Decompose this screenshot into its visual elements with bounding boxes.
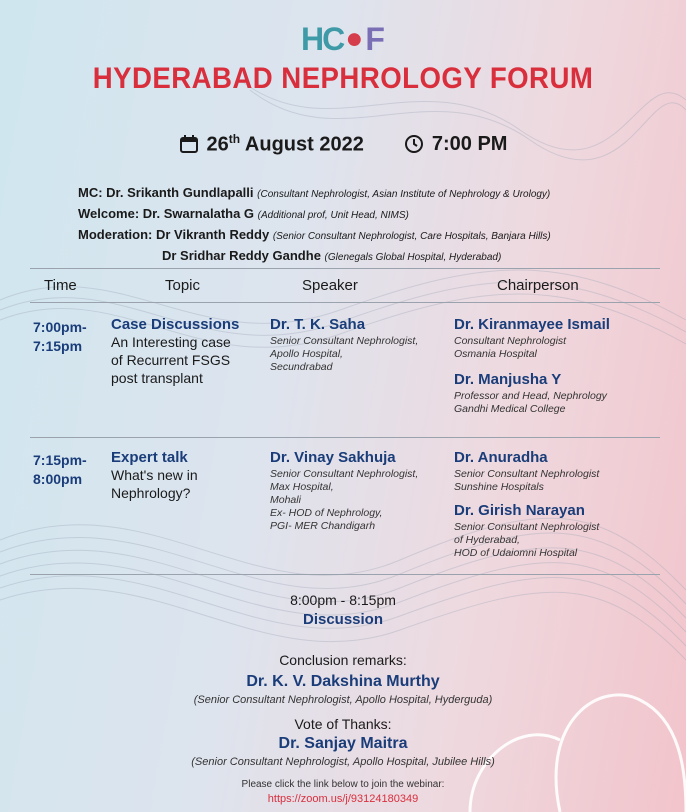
divider — [30, 437, 660, 438]
logo-f: F — [365, 20, 385, 57]
event-time — [404, 133, 508, 156]
role-moderation-2: Dr Sridhar Reddy Gandhe (Glenegals Global Hospital, Hyderabad) — [162, 248, 502, 263]
event-datetime — [0, 132, 686, 157]
header-chairperson: Chairperson — [497, 277, 579, 294]
kidney-icon: ● — [345, 22, 364, 55]
logo-hc: HC — [301, 20, 344, 57]
date-rest: August 2022 — [240, 133, 364, 156]
session-2-speaker: Dr. Vinay Sakhuja Senior Consultant Nephrologist, Max Hospital, Mohali Ex- HOD of Nephrology, PGI- MER Chandigarh — [270, 449, 419, 532]
divider — [30, 268, 660, 269]
clock-icon — [404, 134, 424, 154]
discussion-label: Discussion — [302, 611, 384, 628]
session-1-topic: Case Discussions An Interesting case of Recurrent FSGS post transplant — [111, 316, 240, 386]
webinar-link[interactable]: https://zoom.us/j/93124180349 — [267, 793, 419, 805]
conclusion-note: (Senior Consultant Nephrologist, Apollo Hospital, Hyderguda) — [193, 694, 493, 706]
date-suffix: th — [228, 132, 241, 146]
session-2-chairs: Dr. Anuradha Senior Consultant Nephrologist Sunshine Hospitals Dr. Girish Narayan Senior Consultant Nephrologist of Hyderabad, HOD of Udaiomni Hospital — [454, 449, 600, 559]
thanks-label: Vote of Thanks: — [294, 716, 392, 732]
role-welcome: Welcome: Dr. Swarnalatha G (Additional prof, Unit Head, NIMS) — [78, 206, 409, 221]
divider — [30, 302, 660, 303]
role-mc: MC: Dr. Srikanth Gundlapalli (Consultant Nephrologist, Asian Institute of Nephrology & Urology) — [78, 185, 551, 200]
date-day: 26 — [206, 133, 229, 156]
header-topic: Topic — [165, 277, 201, 294]
page-title: HYDERABAD NEPHROLOGY FORUM — [92, 62, 594, 95]
role-moderation: Moderation: Dr Vikranth Reddy (Senior Consultant Nephrologist, Care Hospitals, Banjara Hills) — [78, 227, 551, 242]
footer-text: Please click the link below to join the webinar: — [241, 779, 445, 790]
conclusion-name: Dr. K. V. Dakshina Murthy — [246, 673, 440, 690]
session-1-chairs: Dr. Kiranmayee Ismail Consultant Nephrologist Osmania Hospital Dr. Manjusha Y Professor and Head, Nephrology Gandhi Medical College — [454, 316, 610, 415]
thanks-note: (Senior Consultant Nephrologist, Apollo Hospital, Jubilee Hills) — [191, 756, 495, 768]
event-date — [179, 132, 364, 157]
session-1-speaker: Dr. T. K. Saha Senior Consultant Nephrologist, Apollo Hospital, Secundrabad — [270, 316, 419, 373]
divider — [30, 574, 660, 575]
time-text: 7:00 PM — [431, 132, 508, 155]
session-1-time: 7:00pm- 7:15pm — [33, 319, 87, 354]
schedule-header — [0, 277, 686, 297]
roles-list — [78, 183, 551, 267]
forum-logo — [295, 22, 391, 56]
session-2-topic: Expert talk What's new in Nephrology? — [111, 449, 198, 501]
header-time: Time — [44, 277, 77, 294]
conclusion-label: Conclusion remarks: — [279, 652, 407, 668]
session-2-time: 7:15pm- 8:00pm — [33, 452, 87, 487]
calendar-icon — [179, 134, 199, 154]
header-speaker: Speaker — [302, 277, 358, 294]
thanks-name: Dr. Sanjay Maitra — [278, 735, 408, 752]
discussion-time: 8:00pm - 8:15pm — [290, 592, 396, 608]
